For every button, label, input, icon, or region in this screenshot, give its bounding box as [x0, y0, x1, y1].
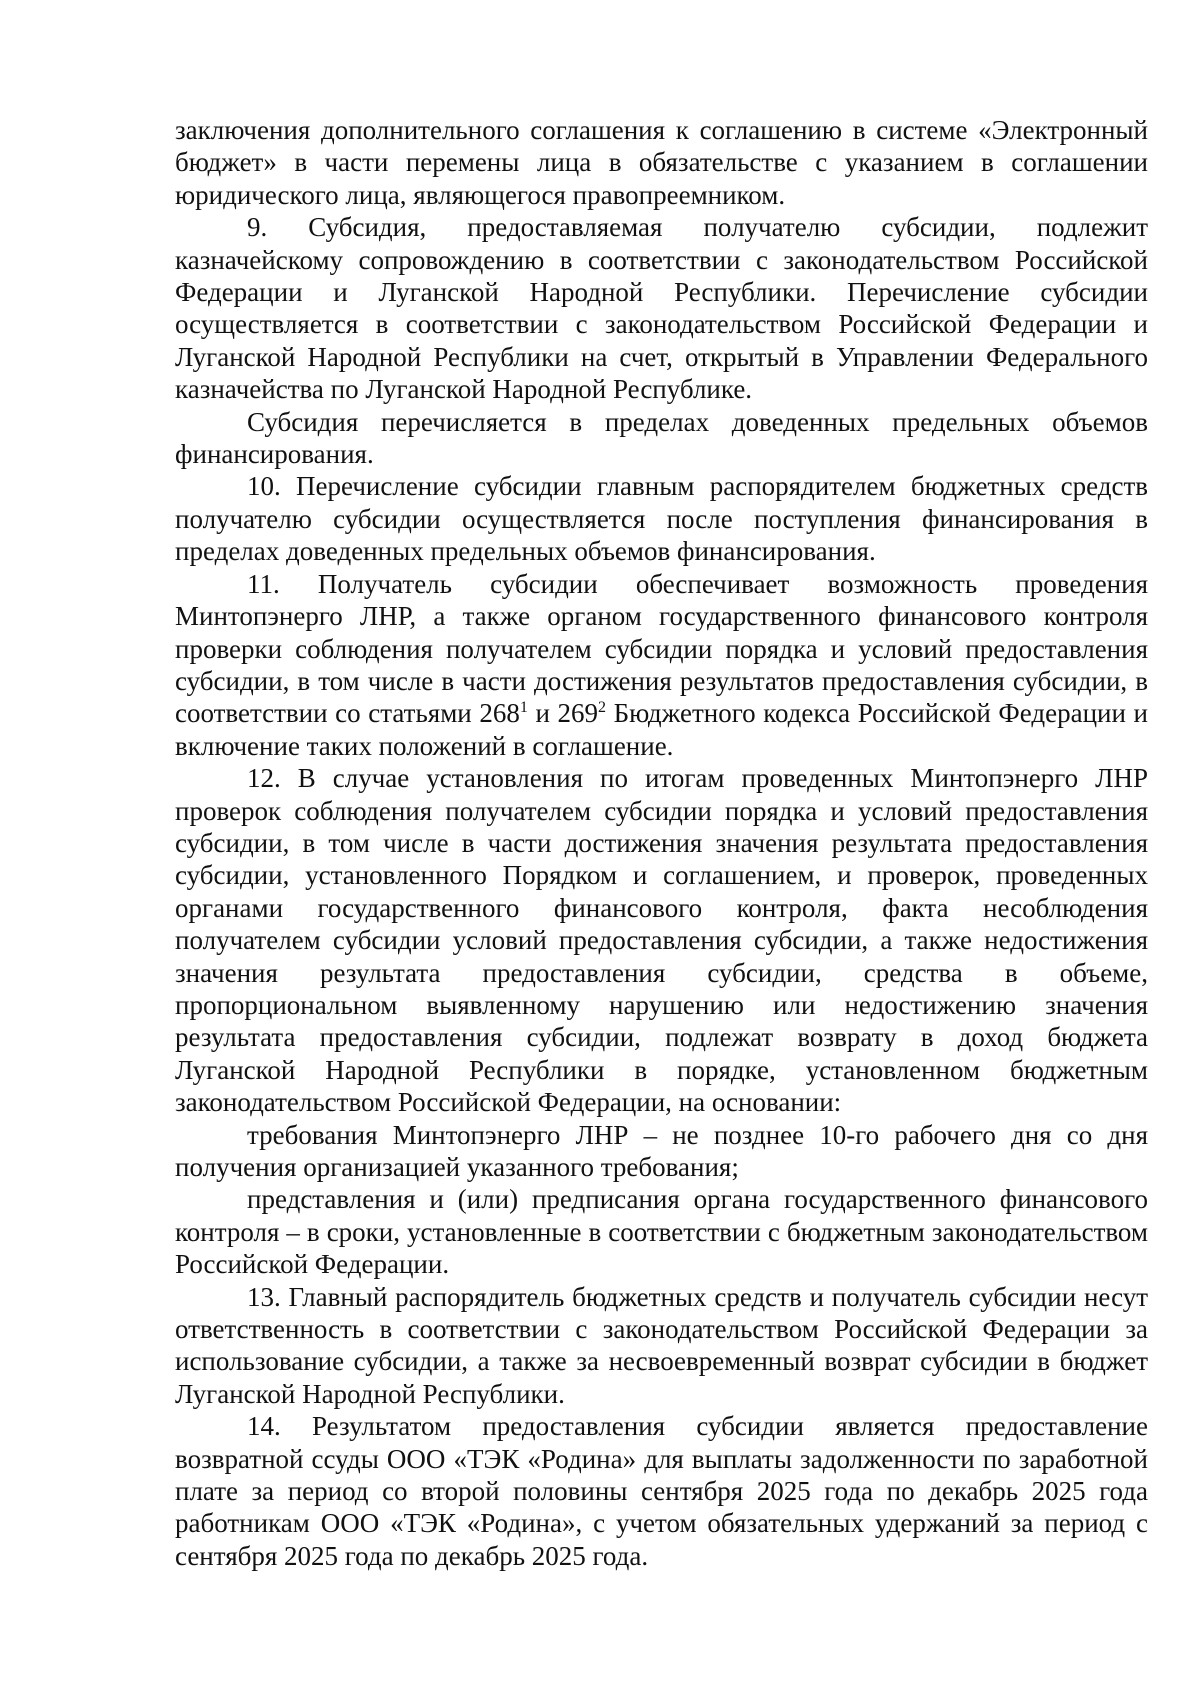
paragraph-text: заключения дополнительного соглашения к соглашению в системе «Электронный бюджет» в части перемены лица в обязательстве с указанием в соглашении юридического лица, являющегося правопреемником.	[175, 115, 1148, 210]
paragraph-text: Бюджетного кодекса Российской Федерации и включение таких положений в соглашение.	[175, 698, 1148, 761]
paragraph-text: требования Минтопэнерго ЛНР – не позднее 10-го рабочего дня со дня получения организацией указанного требования;	[175, 1119, 1148, 1182]
paragraph-item-10	[175, 470, 1148, 567]
paragraph-requirement	[175, 1119, 1148, 1184]
paragraph-representation	[175, 1183, 1148, 1280]
paragraph-text: 11. Получатель субсидии обеспечивает возможность проведения Минтопэнерго ЛНР, а также органом государственного финансового контроля проверки соблюдения получателем субсидии порядка и условий предоставления субсидии, в том числе в части достижения результатов предоставления субсидии, в соответствии со статьями 268	[175, 568, 1148, 729]
paragraph-continuation	[175, 114, 1148, 211]
paragraph-text: 13. Главный распорядитель бюджетных средств и получатель субсидии несут ответственность в соответствии с законодательством Российской Федерации за использование субсидии, а также за несвоевременный возврат субсидии в бюджет Луганской Народной Республики.	[175, 1281, 1148, 1409]
paragraph-item-9	[175, 211, 1148, 405]
paragraph-text: 9. Субсидия, предоставляемая получателю субсидии, подлежит казначейскому сопровождению в соответствии с законодательством Российской Федерации и Луганской Народной Республики. Перечисление субсидии осуществляется в соответствии с законодательством Российской Федерации и Луганской Народной Республики на счет, открытый в Управлении Федерального казначейства по Луганской Народной Республике.	[175, 212, 1148, 405]
paragraph-text: Субсидия перечисляется в пределах доведенных предельных объемов финансирования.	[175, 406, 1148, 470]
superscript: 2	[598, 699, 607, 717]
paragraph-subsidy-transfer	[175, 406, 1148, 471]
paragraph-text: 14. Результатом предоставления субсидии является предоставление возвратной ссуды ООО «ТЭК «Родина» для выплаты задолженности по заработной плате за период со второй половины сентября 2025 года по декабрь 2025 года работникам ООО «ТЭК «Родина», с учетом обязательных удержаний за период с сентября 2025 года по декабрь 2025 года.	[175, 1411, 1148, 1571]
paragraph-item-12	[175, 762, 1148, 1118]
paragraph-text: 12. В случае установления по итогам проведенных Минтопэнерго ЛНР проверок соблюдения получателем субсидии порядка и условий предоставления субсидии, в том числе в части достижения значения результата предоставления субсидии, установленного Порядком и соглашением, и проверок, проведенных органами государственного финансового контроля, факта несоблюдения получателем субсидии условий предоставления субсидии, а также недостижения значения результата предоставления субсидии, средства в объеме, пропорциональном выявленному нарушению или недостижению значения результата предоставления субсидии, подлежат возврату в доход бюджета Луганской Народной Республики в порядке, установленном бюджетным законодательством Российской Федерации, на основании:	[175, 763, 1148, 1118]
paragraph-text: представления и (или) предписания органа государственного финансового контроля – в сроки, установленные в соответствии с бюджетным законодательством Российской Федерации.	[175, 1184, 1148, 1280]
paragraph-text: 10. Перечисление субсидии главным распорядителем бюджетных средств получателю субсидии осуществляется после поступления финансирования в пределах доведенных предельных объемов финансирования.	[175, 471, 1148, 567]
paragraph-item-13	[175, 1281, 1148, 1411]
superscript: 1	[519, 699, 528, 717]
paragraph-text: и 269	[527, 698, 599, 729]
paragraph-item-11	[175, 568, 1148, 762]
document-page	[175, 114, 1148, 1572]
paragraph-item-14	[175, 1410, 1148, 1572]
